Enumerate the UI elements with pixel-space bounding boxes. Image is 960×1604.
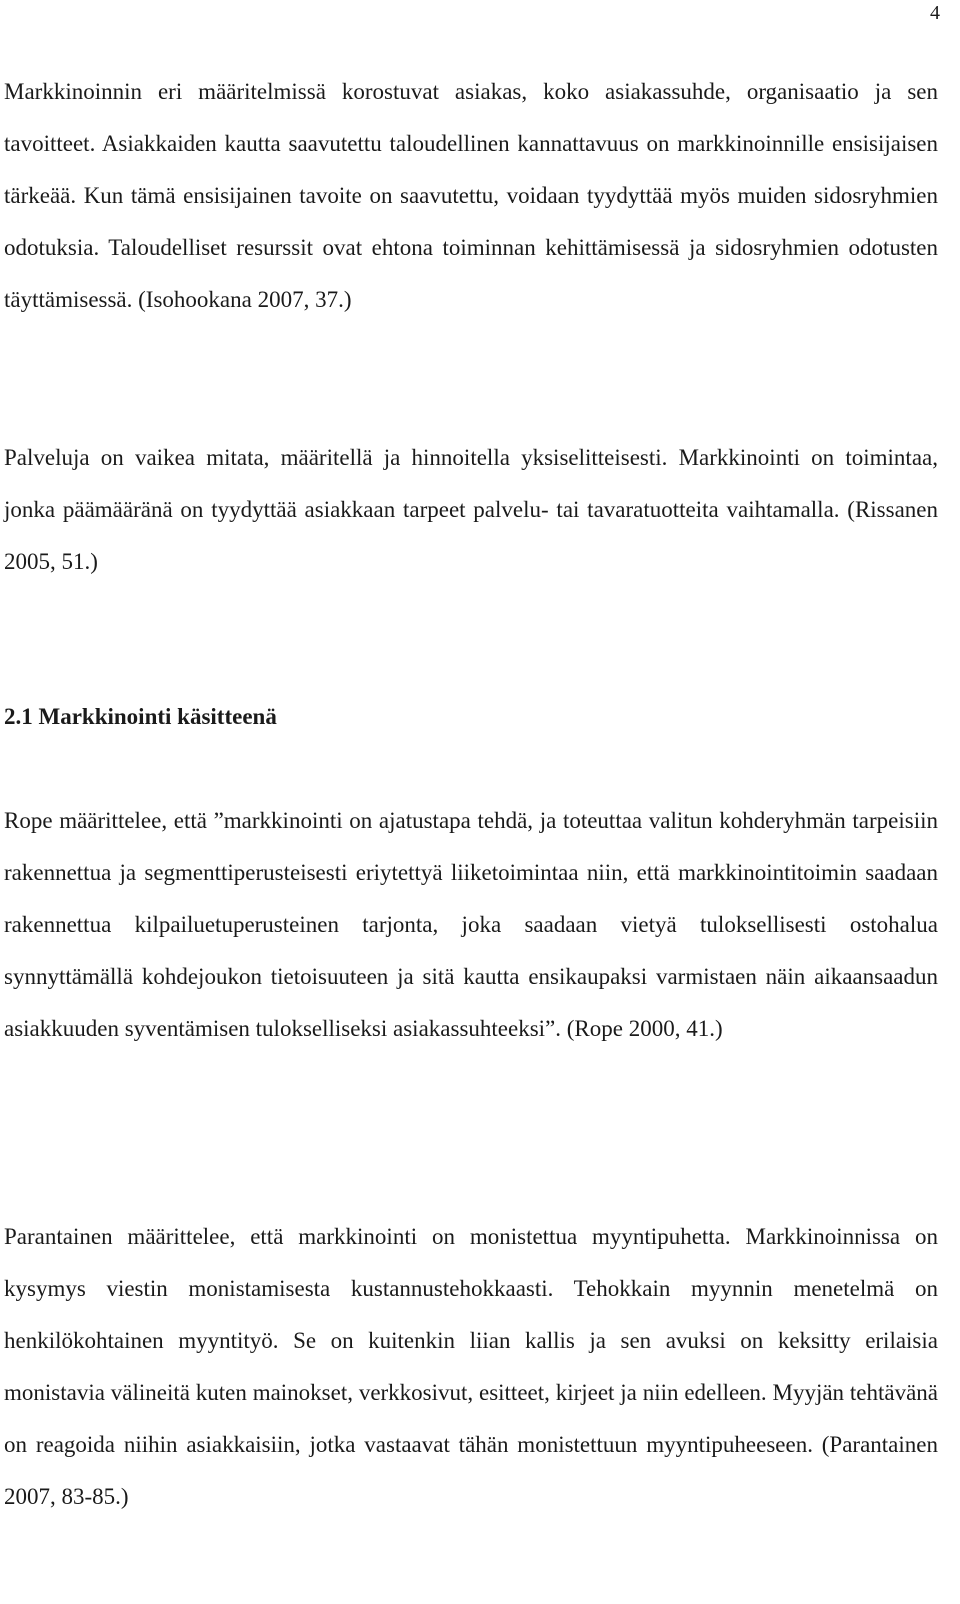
page-number: 4: [930, 2, 940, 24]
paragraph-services: Palveluja on vaikea mitata, määritellä ja hinnoitella yksiselitteisesti. Markkinointi on toimintaa, jonka päämääränä on tyydyttää asiakkaan tarpeet palvelu- tai tavaratuotteita vaihtamalla. (Rissanen 2005, 51.): [4, 445, 938, 574]
paragraph-rope-definition: Rope määrittelee, että ”markkinointi on ajatustapa tehdä, ja toteuttaa valitun kohderyhmän tarpeisiin rakennettua ja segmenttiperusteisesti eriytettyä liiketoimintaa niin, että markkinointitoimin saadaan rakennettua kilpailuetuperusteinen tarjonta, joka saadaan vietyä tuloksellisesti ostohalua synnyttämällä kohdejoukon tietoisuuteen ja sitä kautta ensikaupaksi varmistaen näin aikaansaadun asiakkuuden syventämisen tulokselliseksi asiakassuhteeksi”. (Rope 2000, 41.): [4, 808, 938, 1041]
section-heading: 2.1 Markkinointi käsitteenä: [4, 704, 277, 729]
paragraph-marketing-definitions: Markkinoinnin eri määritelmissä korostuvat asiakas, koko asiakassuhde, organisaatio ja sen tavoitteet. Asiakkaiden kautta saavutettu taloudellinen kannattavuus on markkinoinnille ensisijaisen tärkeää. Kun tämä ensisijainen tavoite on saavutettu, voidaan tyydyttää myös muiden sidosryhmien odotuksia. Taloudelliset resurssit ovat ehtona toiminnan kehittämisessä ja sidosryhmien odotusten täyttämisessä. (Isohookana 2007, 37.): [4, 79, 938, 312]
paragraph-parantainen-definition: Parantainen määrittelee, että markkinointi on monistettua myyntipuhetta. Markkinoinnissa on kysymys viestin monistamisesta kustannustehokkaasti. Tehokkain myynnin menetelmä on henkilökohtainen myyntityö. Se on kuitenkin liian kallis ja sen avuksi on keksitty erilaisia monistavia välineitä kuten mainokset, verkkosivut, esitteet, kirjeet ja niin edelleen. Myyjän tehtävänä on reagoida niihin asiakkaisiin, jotka vastaavat tähän monistettuun myyntipuheeseen. (Parantainen 2007, 83-85.): [4, 1224, 938, 1509]
